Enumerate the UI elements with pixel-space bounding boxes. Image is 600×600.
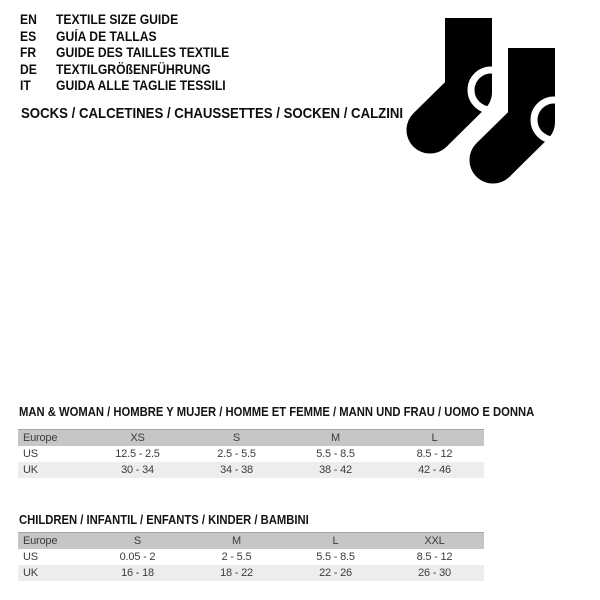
table-cell: 2.5 - 5.5 xyxy=(217,448,256,460)
category-line-text: SOCKS / CALCETINES / CHAUSSETTES / SOCKEN / CALZINI xyxy=(21,105,404,122)
header-cell-region: Europe xyxy=(23,432,58,444)
table-cell: 8.5 - 12 xyxy=(416,551,453,563)
row-label: UK xyxy=(23,567,38,579)
table-row-uk xyxy=(18,462,484,478)
language-row-en xyxy=(20,12,249,29)
table-cell: 5.5 - 8.5 xyxy=(316,448,355,460)
language-code: ES xyxy=(20,28,37,44)
header-cell-size: S xyxy=(232,432,241,444)
language-row-it xyxy=(20,78,249,95)
language-code: FR xyxy=(20,45,37,61)
language-row-fr xyxy=(20,45,249,62)
row-label: US xyxy=(23,551,38,563)
size-table-children xyxy=(18,532,484,581)
table-cell: 22 - 26 xyxy=(319,567,352,579)
table-cell: 12.5 - 2.5 xyxy=(115,448,160,460)
table-cell: 38 - 42 xyxy=(319,464,352,476)
table-cell: 8.5 - 12 xyxy=(416,448,453,460)
language-label: GUÍA DE TALLAS xyxy=(56,28,157,44)
row-label: US xyxy=(23,448,38,460)
language-row-de xyxy=(20,62,249,79)
table-cell: 2 - 5.5 xyxy=(221,551,252,563)
language-label: GUIDE DES TAILLES TEXTILE xyxy=(56,45,230,61)
table-cell: 16 - 18 xyxy=(121,567,154,579)
table-cell: 26 - 30 xyxy=(418,567,451,579)
table-cell: 18 - 22 xyxy=(220,567,253,579)
children-table-title: CHILDREN / INFANTIL / ENFANTS / KINDER / BAMBINI xyxy=(19,513,309,527)
socks-icon xyxy=(400,8,590,198)
language-code: EN xyxy=(20,12,37,27)
man-woman-table-title: MAN & WOMAN / HOMBRE Y MUJER / HOMME ET FEMME / MANN UND FRAU / UOMO E DONNA xyxy=(19,405,535,419)
language-row-es xyxy=(20,29,249,46)
language-label: GUIDA ALLE TAGLIE TESSILI xyxy=(56,78,226,94)
size-table-man-woman xyxy=(18,429,484,478)
header-cell-size: L xyxy=(431,432,438,444)
table-header-row xyxy=(18,430,484,447)
header-cell-size: XS xyxy=(130,432,145,444)
table-cell: 5.5 - 8.5 xyxy=(316,551,355,563)
category-line xyxy=(21,105,455,122)
header-cell-size: M xyxy=(232,535,241,547)
header-cell-size: M xyxy=(331,432,340,444)
table-cell: 30 - 34 xyxy=(121,464,154,476)
header-cell-size: L xyxy=(332,535,339,547)
language-label: TEXTILGRÖßENFÜHRUNG xyxy=(56,61,211,77)
table-row-us xyxy=(18,446,484,462)
table-row-us xyxy=(18,549,484,565)
language-code: DE xyxy=(20,61,37,77)
table-cell: 34 - 38 xyxy=(220,464,253,476)
table-cell: 42 - 46 xyxy=(418,464,451,476)
header-cell-size: S xyxy=(133,535,142,547)
header-cell-size: XXL xyxy=(424,535,445,547)
language-code: IT xyxy=(20,78,31,94)
row-label: UK xyxy=(23,464,38,476)
header-cell-region: Europe xyxy=(23,535,58,547)
table-cell: 0.05 - 2 xyxy=(119,551,156,563)
table-header-row xyxy=(18,533,484,550)
table-row-uk xyxy=(18,565,484,581)
language-label: TEXTILE SIZE GUIDE xyxy=(56,12,179,27)
language-guide-list xyxy=(20,12,249,95)
